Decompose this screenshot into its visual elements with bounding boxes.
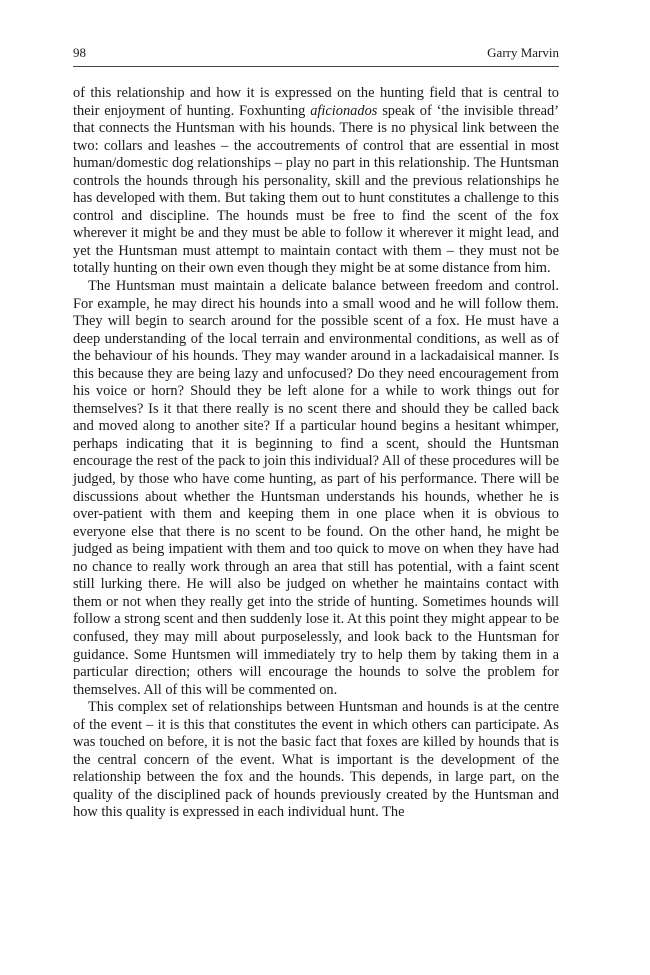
paragraph-1 [73, 85, 559, 278]
paragraph-1-text-b: speak of ‘the invisible thread’ that connects the Huntsman with his hounds. There is no physical link between the two: collars and leashes – the accoutrements of control that are essential in most human/domestic dog relationships – play no part in this relationship. The Huntsman controls the hounds through his personality, skill and the previous relationships he has developed with them. But taking them out to hunt constitutes a challenge to this control and discipline. The hounds must be free to find the scent of the fox wherever it might be and they must be able to follow it wherever it might lead, and yet the Huntsman must attempt to maintain contact with them – they must not be totally hunting on their own even though they might be at some distance from him. [73, 102, 559, 277]
page-header [73, 44, 559, 62]
book-page [73, 44, 559, 822]
paragraph-1-text-a: of this relationship and how it is expressed on the hunting field that is central to their enjoyment of hunting. Foxhunting [73, 85, 559, 119]
running-head: Garry Marvin [487, 45, 559, 60]
header-rule [73, 66, 559, 67]
paragraph-2: The Huntsman must maintain a delicate balance between freedom and control. For example, he may direct his hounds into a small wood and he will follow them. They will begin to search around for the possible scent of a fox. He must have a deep understanding of the local terrain and environmental conditions, as well as of the behaviour of his hounds. They may wander around in a lackadaisical manner. Is this because they are being lazy and unfocused? Do they need encouragement from his voice or horn? Should they be left alone for a while to work things out for themselves? Is it that there really is no scent there and should they be called back and moved along to another site? If a particular hound begins a hesitant whimper, perhaps indicating that it is beginning to find a scent, should the Huntsman encourage the rest of the pack to join this individual? All of these procedures will be judged, by those who have come hunting, as part of his performance. There will be discussions about whether the Huntsman understands his hounds, whether he is over-patient with them and keeping them in one place when it is obvious to everyone else that there is no scent to be found. On the other hand, he might be judged as being impatient with them and too quick to move on when they have had no chance to really work through an area that still has potential, with a faint scent still lurking there. He will also be judged on whether he maintains contact with them or not when they really get into the stride of hunting. Sometimes hounds will follow a strong scent and then suddenly lose it. At this point they might appear to be confused, they may mill about purposelessly, and look back to the Huntsman for guidance. Some Huntsmen will immediately try to help them by taking them in a particular direction; others will encourage the hounds to solve the problem for themselves. All of this will be commented on. [73, 278, 559, 698]
page-number: 98 [73, 45, 86, 60]
paragraph-3: This complex set of relationships between Huntsman and hounds is at the centre of the event – it is this that constitutes the event in which others can participate. As was touched on before, it is not the basic fact that foxes are killed by hounds that is the central concern of the event. What is important is the development of the relationship between the fox and the hounds. This depends, in large part, on the quality of the disciplined pack of hounds previously created by the Huntsman and how this quality is expressed in each individual hunt. The [73, 699, 559, 821]
body-text [73, 85, 559, 822]
paragraph-1-italic: aficionados [310, 102, 378, 119]
